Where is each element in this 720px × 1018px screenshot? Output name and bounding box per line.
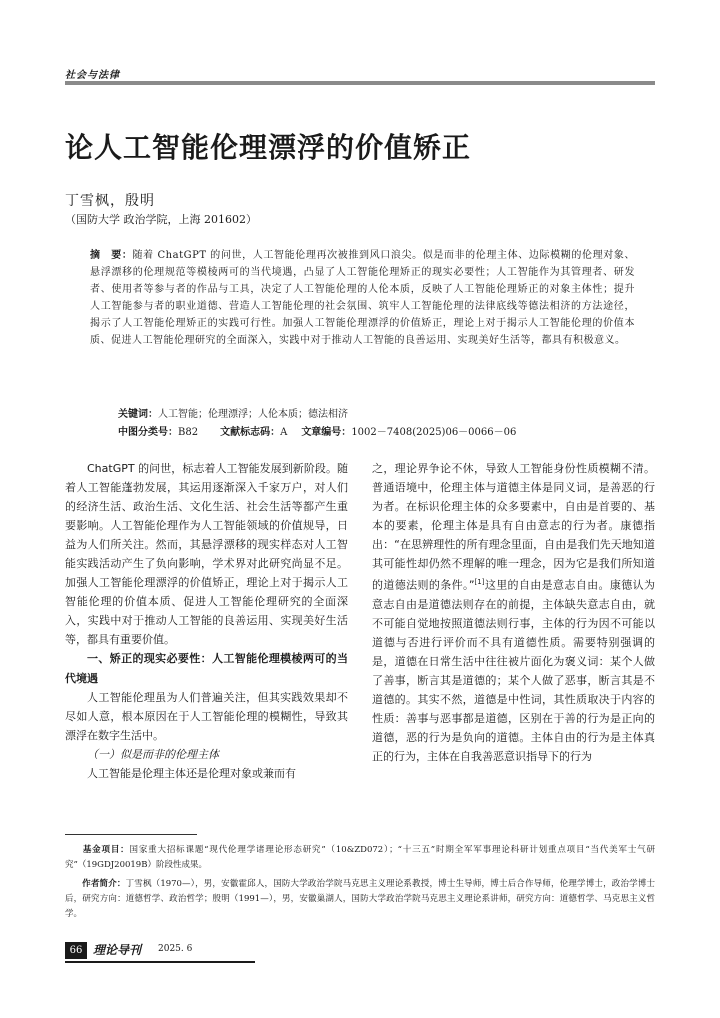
- footer-rule: [65, 961, 255, 963]
- abstract: [90, 247, 635, 349]
- bio-label: 作者简介：: [82, 879, 126, 889]
- citation-ref[interactable]: [1]: [474, 578, 485, 587]
- classification-line: [118, 423, 516, 438]
- subsection-heading: （一）似是而非的伦理主体: [87, 747, 219, 761]
- fund-label: 基金项目：: [82, 845, 130, 855]
- article-no-label: 文章编号：: [301, 427, 352, 438]
- page-number: 66: [65, 942, 87, 959]
- body-text: 之，理论界争论不休，导致人工智能身份性质模糊不清。普通语境中，伦理主体与道德主体是同义词，是善恶的行为者。在标识伦理主体的众多要素中，自由是首要的、基本的要素，伦理主体是具有自由意志的行为者。康德指出：“在思辨理性的所有理念里面，自由是我们先天地知道其可能性却仍然不理解的唯一理念，因为它是我们所知道的道德法则的条件。”: [372, 462, 655, 592]
- body-paragraph: [372, 459, 655, 766]
- body-column-right: [372, 459, 655, 766]
- article-title: 论人工智能伦理漂浮的价值矫正: [65, 131, 472, 164]
- doc-code-value: A: [280, 427, 288, 438]
- keywords: [118, 405, 348, 420]
- bio-text: 丁雪枫（1970—），男，安徽霍邱人，国防大学政治学院马克思主义理论系教授，博士生导师，博士后合作导师，伦理学博士，政治学博士后，研究方向：道德哲学、政治哲学；殷明（1991—），男，安徽巢湖人，国防大学政治学院马克思主义理论系讲师，研究方向：道德哲学、马克思主义哲学。: [65, 879, 655, 919]
- issue-number: 2025. 6: [158, 944, 193, 954]
- body-paragraph: 人工智能伦理虽为人们普遍关注，但其实践效果却不尽如人意，根本原因在于人工智能伦理的模糊性，导致其漂浮在数字生活中。: [65, 690, 348, 742]
- section-heading: 一、矫正的现实必要性：人工智能伦理模棱两可的当代境遇: [65, 652, 348, 685]
- keywords-text: 人工智能；伦理漂浮；人伦本质；德法相济: [158, 409, 348, 420]
- journal-name: 理论导刊: [93, 943, 142, 957]
- header-rule: [65, 81, 655, 85]
- section-label: 社会与法律: [65, 70, 120, 81]
- abstract-label: 摘 要：: [90, 250, 133, 261]
- clc-label: 中图分类号：: [118, 427, 178, 438]
- article-no-value: 1002－7408(2025)06－0066－06: [351, 427, 517, 438]
- clc-value: B82: [178, 427, 199, 438]
- body-column-left: [65, 459, 348, 783]
- keywords-label: 关键词：: [118, 409, 158, 420]
- doc-code-label: 文献标志码：: [220, 427, 281, 438]
- footnote-rule: [65, 834, 197, 835]
- fund-text: 国家重大招标课题“现代伦理学诸理论形态研究”（10&ZD072）；“十三五”时期全军军事理论科研计划重点项目“当代美军士气研究”（19GDJ20019B）阶段性成果。: [65, 845, 655, 870]
- footnote-bio: [65, 877, 655, 922]
- author-affiliation: （国防大学 政治学院，上海 201602）: [65, 213, 257, 226]
- body-paragraph: ChatGPT 的问世，标志着人工智能发展到新阶段。随着人工智能蓬勃发展，其运用逐渐深入千家万户，对人们的经济生活、政治生活、文化生活、社会生活等都产生重要影响。人工智能伦理作为人工智能领域的价值规导，日益为人们所关注。然而，其悬浮漂移的现实样态对人工智能实践活动产生了负向影响，学术界对此研究尚显不足。加强人工智能伦理漂浮的价值矫正，理论上对于揭示人工智能伦理的价值本质、促进人工智能伦理研究的全面深入，实践中对于推动人工智能的良善运用、实现美好生活等，都具有重要价值。: [65, 462, 348, 647]
- article-authors: 丁雪枫，殷明: [65, 193, 155, 209]
- footnote-fund: [65, 843, 655, 873]
- abstract-text: 随着 ChatGPT 的问世，人工智能伦理再次被推到风口浪尖。似是而非的伦理主体、边际模糊的伦理对象、悬浮漂移的伦理规范等模棱两可的当代境遇，凸显了人工智能伦理矫正的现实必要性；人工智能作为其管理者、研发者、使用者等参与者的作品与工具，决定了人工智能伦理的人伦本质，反映了人工智能伦理矫正的对象主体性；提升人工智能参与者的职业道德、营造人工智能伦理的社会氛围、筑牢人工智能伦理的法律底线等德法相济的方法途径，揭示了人工智能伦理矫正的实践可行性。加强人工智能伦理漂浮的价值矫正，理论上对于揭示人工智能伦理的价值本质、促进人工智能伦理研究的全面深入，实践中对于推动人工智能的良善运用、实现美好生活等，都具有积极意义。: [90, 250, 635, 346]
- body-paragraph: 人工智能是伦理主体还是伦理对象或兼而有: [87, 766, 296, 780]
- body-text: 这里的自由是意志自由。康德认为意志自由是道德法则存在的前提，主体缺失意志自由，就不可能自觉地按照道德法则行事，主体的行为因不可能以道德与否进行评价而不具有道德性质。需要特别强调的是，道德在日常生活中往往被片面化为褒义词：某个人做了善事，断言其是道德的；某个人做了恶事，断言其是不道德的。其实不然，道德是中性词，其性质取决于内容的性质：善事与恶事都是道德，区别在于善的行为是正向的道德，恶的行为是负向的道德。主体自由的行为是主体真正的行为，主体在自我善恶意识指导下的行为: [372, 578, 655, 764]
